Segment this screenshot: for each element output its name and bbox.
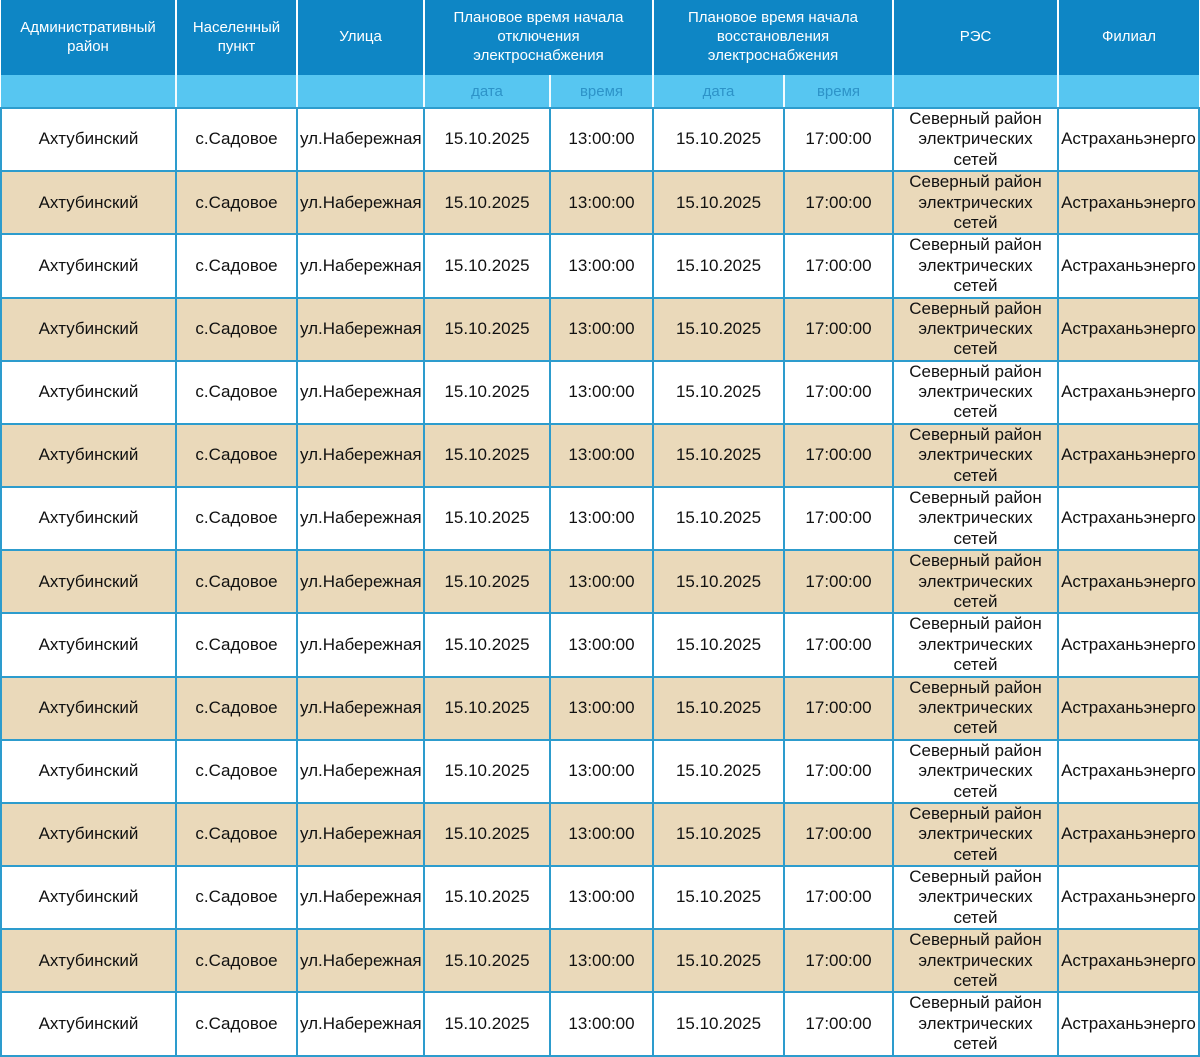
subheader-restore-date: дата <box>653 75 784 108</box>
table-row <box>1 298 1199 361</box>
cell-outage-time: 13:00:00 <box>550 487 653 550</box>
cell-outage-date: 15.10.2025 <box>424 613 550 676</box>
cell-branch: Астраханьэнерго <box>1058 487 1199 550</box>
cell-outage-date: 15.10.2025 <box>424 929 550 992</box>
cell-admin-district: Ахтубинский <box>1 234 176 297</box>
cell-settlement: с.Садовое <box>176 740 297 803</box>
cell-restore-date: 15.10.2025 <box>653 361 784 424</box>
cell-settlement: с.Садовое <box>176 550 297 613</box>
table-body <box>1 108 1199 1056</box>
subheader-restore-time: время <box>784 75 893 108</box>
cell-outage-date: 15.10.2025 <box>424 866 550 929</box>
cell-res: Северный район электрических сетей <box>893 361 1058 424</box>
table-row <box>1 929 1199 992</box>
cell-branch: Астраханьэнерго <box>1058 992 1199 1055</box>
cell-outage-time: 13:00:00 <box>550 677 653 740</box>
table-row <box>1 677 1199 740</box>
cell-settlement: с.Садовое <box>176 613 297 676</box>
table-row <box>1 424 1199 487</box>
cell-restore-date: 15.10.2025 <box>653 677 784 740</box>
table-header <box>1 0 1199 108</box>
cell-res: Северный район электрических сетей <box>893 550 1058 613</box>
table-row <box>1 866 1199 929</box>
cell-restore-date: 15.10.2025 <box>653 613 784 676</box>
cell-restore-time: 17:00:00 <box>784 803 893 866</box>
cell-branch: Астраханьэнерго <box>1058 803 1199 866</box>
cell-street: ул.Набережная <box>297 108 424 171</box>
cell-restore-time: 17:00:00 <box>784 234 893 297</box>
cell-settlement: с.Садовое <box>176 929 297 992</box>
cell-settlement: с.Садовое <box>176 866 297 929</box>
cell-branch: Астраханьэнерго <box>1058 108 1199 171</box>
cell-restore-time: 17:00:00 <box>784 424 893 487</box>
cell-restore-date: 15.10.2025 <box>653 171 784 234</box>
cell-admin-district: Ахтубинский <box>1 992 176 1055</box>
cell-settlement: с.Садовое <box>176 234 297 297</box>
cell-admin-district: Ахтубинский <box>1 929 176 992</box>
cell-branch: Астраханьэнерго <box>1058 866 1199 929</box>
cell-street: ул.Набережная <box>297 424 424 487</box>
cell-restore-date: 15.10.2025 <box>653 803 784 866</box>
cell-outage-time: 13:00:00 <box>550 361 653 424</box>
cell-street: ул.Набережная <box>297 550 424 613</box>
cell-settlement: с.Садовое <box>176 487 297 550</box>
cell-street: ул.Набережная <box>297 487 424 550</box>
cell-restore-date: 15.10.2025 <box>653 298 784 361</box>
cell-restore-time: 17:00:00 <box>784 929 893 992</box>
table-row <box>1 234 1199 297</box>
cell-admin-district: Ахтубинский <box>1 424 176 487</box>
cell-res: Северный район электрических сетей <box>893 740 1058 803</box>
cell-restore-date: 15.10.2025 <box>653 866 784 929</box>
cell-admin-district: Ахтубинский <box>1 866 176 929</box>
cell-outage-date: 15.10.2025 <box>424 803 550 866</box>
cell-branch: Астраханьэнерго <box>1058 929 1199 992</box>
cell-restore-date: 15.10.2025 <box>653 424 784 487</box>
table-row <box>1 487 1199 550</box>
cell-outage-time: 13:00:00 <box>550 992 653 1055</box>
cell-street: ул.Набережная <box>297 361 424 424</box>
cell-settlement: с.Садовое <box>176 677 297 740</box>
cell-admin-district: Ахтубинский <box>1 740 176 803</box>
cell-outage-date: 15.10.2025 <box>424 234 550 297</box>
cell-res: Северный район электрических сетей <box>893 487 1058 550</box>
cell-restore-date: 15.10.2025 <box>653 108 784 171</box>
cell-restore-time: 17:00:00 <box>784 740 893 803</box>
table-row <box>1 992 1199 1055</box>
cell-settlement: с.Садовое <box>176 424 297 487</box>
cell-outage-time: 13:00:00 <box>550 550 653 613</box>
cell-branch: Астраханьэнерго <box>1058 234 1199 297</box>
cell-street: ул.Набережная <box>297 929 424 992</box>
header-branch: Филиал <box>1058 0 1199 75</box>
subheader-outage-time: время <box>550 75 653 108</box>
cell-res: Северный район электрических сетей <box>893 803 1058 866</box>
subheader-outage-date: дата <box>424 75 550 108</box>
table-row <box>1 550 1199 613</box>
cell-restore-time: 17:00:00 <box>784 298 893 361</box>
cell-restore-date: 15.10.2025 <box>653 487 784 550</box>
header-settlement: Населенный пункт <box>176 0 297 75</box>
subheader-empty-cell <box>176 75 297 108</box>
cell-restore-date: 15.10.2025 <box>653 992 784 1055</box>
subheader-empty-cell <box>1 75 176 108</box>
subheader-empty-cell <box>297 75 424 108</box>
subheader-empty-cell <box>1058 75 1199 108</box>
cell-outage-time: 13:00:00 <box>550 234 653 297</box>
cell-branch: Астраханьэнерго <box>1058 424 1199 487</box>
cell-res: Северный район электрических сетей <box>893 298 1058 361</box>
cell-restore-time: 17:00:00 <box>784 992 893 1055</box>
cell-branch: Астраханьэнерго <box>1058 550 1199 613</box>
subheader-empty-cell <box>893 75 1058 108</box>
table-row <box>1 803 1199 866</box>
cell-admin-district: Ахтубинский <box>1 487 176 550</box>
cell-res: Северный район электрических сетей <box>893 677 1058 740</box>
cell-restore-time: 17:00:00 <box>784 613 893 676</box>
cell-admin-district: Ахтубинский <box>1 677 176 740</box>
cell-street: ул.Набережная <box>297 740 424 803</box>
header-row-main <box>1 0 1199 75</box>
cell-street: ул.Набережная <box>297 803 424 866</box>
cell-branch: Астраханьэнерго <box>1058 361 1199 424</box>
cell-outage-date: 15.10.2025 <box>424 424 550 487</box>
cell-outage-date: 15.10.2025 <box>424 171 550 234</box>
cell-settlement: с.Садовое <box>176 298 297 361</box>
cell-admin-district: Ахтубинский <box>1 298 176 361</box>
cell-restore-date: 15.10.2025 <box>653 234 784 297</box>
cell-settlement: с.Садовое <box>176 171 297 234</box>
cell-outage-date: 15.10.2025 <box>424 740 550 803</box>
cell-res: Северный район электрических сетей <box>893 866 1058 929</box>
cell-outage-time: 13:00:00 <box>550 866 653 929</box>
cell-res: Северный район электрических сетей <box>893 234 1058 297</box>
header-admin-district: Административный район <box>1 0 176 75</box>
cell-restore-time: 17:00:00 <box>784 108 893 171</box>
cell-settlement: с.Садовое <box>176 361 297 424</box>
cell-res: Северный район электрических сетей <box>893 171 1058 234</box>
cell-outage-time: 13:00:00 <box>550 613 653 676</box>
cell-branch: Астраханьэнерго <box>1058 677 1199 740</box>
cell-outage-time: 13:00:00 <box>550 171 653 234</box>
cell-res: Северный район электрических сетей <box>893 108 1058 171</box>
cell-settlement: с.Садовое <box>176 992 297 1055</box>
cell-street: ул.Набережная <box>297 992 424 1055</box>
cell-outage-date: 15.10.2025 <box>424 487 550 550</box>
cell-res: Северный район электрических сетей <box>893 929 1058 992</box>
cell-restore-date: 15.10.2025 <box>653 550 784 613</box>
cell-branch: Астраханьэнерго <box>1058 740 1199 803</box>
cell-restore-time: 17:00:00 <box>784 361 893 424</box>
cell-street: ул.Набережная <box>297 234 424 297</box>
cell-street: ул.Набережная <box>297 171 424 234</box>
cell-outage-date: 15.10.2025 <box>424 677 550 740</box>
cell-restore-date: 15.10.2025 <box>653 929 784 992</box>
cell-outage-time: 13:00:00 <box>550 298 653 361</box>
header-res: РЭС <box>893 0 1058 75</box>
cell-admin-district: Ахтубинский <box>1 108 176 171</box>
cell-outage-time: 13:00:00 <box>550 929 653 992</box>
header-row-sub <box>1 75 1199 108</box>
cell-res: Северный район электрических сетей <box>893 613 1058 676</box>
cell-outage-date: 15.10.2025 <box>424 992 550 1055</box>
cell-outage-date: 15.10.2025 <box>424 361 550 424</box>
cell-settlement: с.Садовое <box>176 803 297 866</box>
cell-branch: Астраханьэнерго <box>1058 613 1199 676</box>
cell-admin-district: Ахтубинский <box>1 613 176 676</box>
cell-branch: Астраханьэнерго <box>1058 298 1199 361</box>
cell-street: ул.Набережная <box>297 866 424 929</box>
cell-res: Северный район электрических сетей <box>893 424 1058 487</box>
cell-restore-time: 17:00:00 <box>784 171 893 234</box>
cell-admin-district: Ахтубинский <box>1 171 176 234</box>
cell-restore-time: 17:00:00 <box>784 550 893 613</box>
cell-restore-time: 17:00:00 <box>784 677 893 740</box>
cell-admin-district: Ахтубинский <box>1 550 176 613</box>
cell-street: ул.Набережная <box>297 677 424 740</box>
cell-admin-district: Ахтубинский <box>1 361 176 424</box>
cell-branch: Астраханьэнерго <box>1058 171 1199 234</box>
table-row <box>1 171 1199 234</box>
table-row <box>1 108 1199 171</box>
cell-admin-district: Ахтубинский <box>1 803 176 866</box>
cell-outage-time: 13:00:00 <box>550 424 653 487</box>
cell-outage-date: 15.10.2025 <box>424 108 550 171</box>
header-restore-start-group: Плановое время начала восстановления электроснабжения <box>653 0 893 75</box>
cell-outage-date: 15.10.2025 <box>424 298 550 361</box>
header-street: Улица <box>297 0 424 75</box>
cell-settlement: с.Садовое <box>176 108 297 171</box>
cell-res: Северный район электрических сетей <box>893 992 1058 1055</box>
table-row <box>1 361 1199 424</box>
cell-outage-time: 13:00:00 <box>550 740 653 803</box>
cell-outage-time: 13:00:00 <box>550 108 653 171</box>
table-row <box>1 613 1199 676</box>
cell-street: ул.Набережная <box>297 613 424 676</box>
cell-restore-time: 17:00:00 <box>784 866 893 929</box>
cell-street: ул.Набережная <box>297 298 424 361</box>
header-outage-start-group: Плановое время начала отключения электроснабжения <box>424 0 653 75</box>
cell-outage-date: 15.10.2025 <box>424 550 550 613</box>
cell-outage-time: 13:00:00 <box>550 803 653 866</box>
table-row <box>1 740 1199 803</box>
cell-restore-time: 17:00:00 <box>784 487 893 550</box>
cell-restore-date: 15.10.2025 <box>653 740 784 803</box>
